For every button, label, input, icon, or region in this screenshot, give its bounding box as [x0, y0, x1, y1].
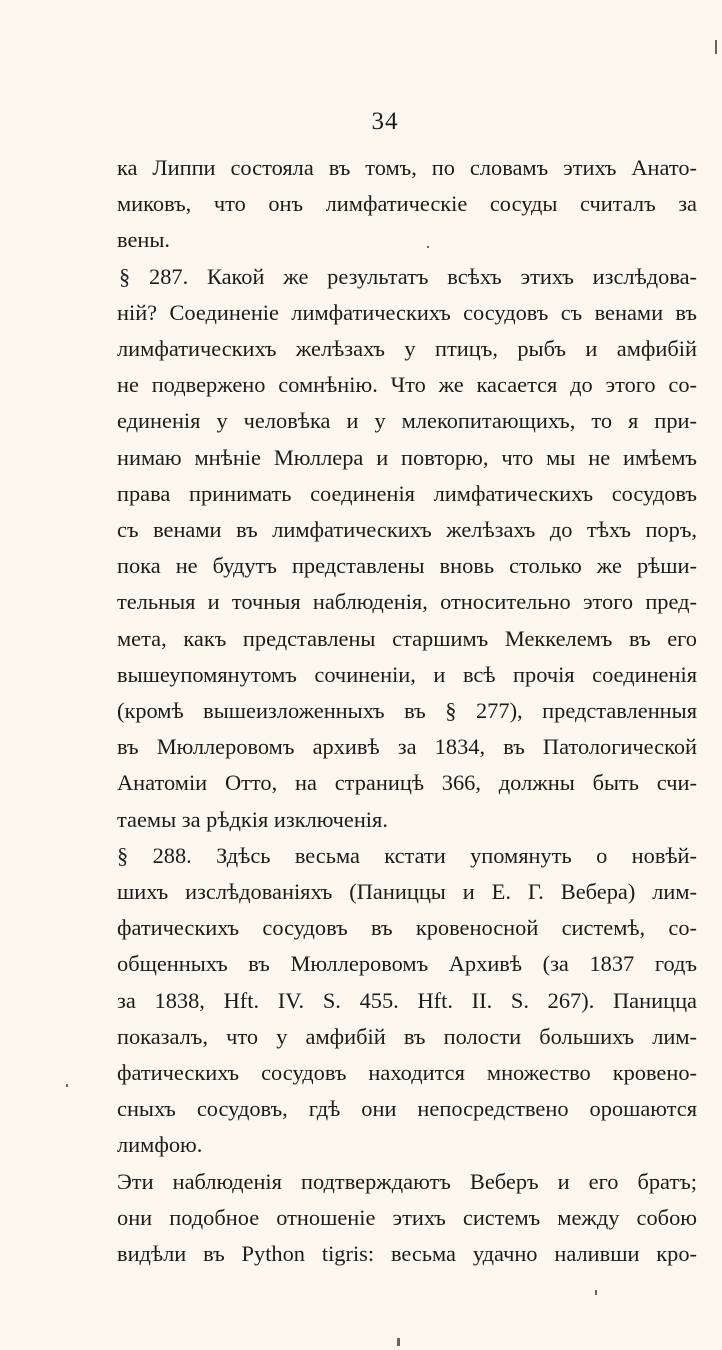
text-line: пока не будутъ представлены вновь столько же рѣши- — [117, 553, 697, 579]
text-line: видѣли въ Python tigris: весьма удачно наливши кро- — [117, 1241, 697, 1267]
paper-speck — [397, 1338, 400, 1346]
text-line: лимфатическихъ желѣзахъ у птицъ, рыбъ и амфибiй — [117, 336, 697, 362]
paper-speck — [595, 1290, 597, 1295]
text-line: единенiя у человѣка и у млекопитающихъ, то я при- — [117, 408, 697, 434]
text-line: тельныя и точныя наблюденiя, относительно этого пред- — [117, 589, 697, 615]
text-line: шихъ изслѣдованiяхъ (Паниццы и Е. Г. Вебера) лим- — [117, 879, 697, 905]
text-line: вены. — [117, 227, 171, 253]
text-line: ка Липпи состояла въ томъ, по словамъ этихъ Анато- — [117, 155, 697, 180]
text-line: сныхъ сосудовъ, гдѣ они непосредствено орошаются — [117, 1096, 697, 1122]
text-line: не подвержено сомнѣнiю. Что же касается до этого со- — [117, 372, 697, 398]
text-line: съ венами въ лимфатическихъ желѣзахъ до тѣхъ поръ, — [117, 517, 697, 543]
text-line: § 288. Здѣсь весьма кстати упомянуть о новѣй- — [117, 842, 697, 868]
paragraph-287 — [117, 259, 697, 838]
text-line: Анатомiи Отто, на страницѣ 366, должны быть счи- — [117, 770, 697, 796]
page-number: 34 — [371, 108, 399, 135]
text-line: Эти наблюденiя подтверждаютъ Веберъ и его братъ; — [117, 1168, 697, 1194]
text-line: права принимать соединенiя лимфатическихъ сосудовъ — [117, 480, 697, 506]
text-line: нимаю мнѣнiе Мюллера и повторю, что мы не имѣемъ — [117, 444, 697, 470]
body-text — [117, 150, 697, 1272]
text-line: таемы за рѣдкiя изключенiя. — [117, 806, 388, 832]
page-edge-mark — [715, 40, 717, 54]
text-line: фатическихъ сосудовъ въ кровеносной системѣ, со- — [117, 915, 697, 941]
paragraph-continuation — [117, 150, 697, 259]
text-line: фатическихъ сосудовъ находится множество кровено- — [117, 1060, 697, 1086]
text-line: миковъ, что онъ лимфатическiе сосуды считалъ за — [117, 191, 697, 217]
text-line: мета, какъ представлены старшимъ Меккелемъ въ его — [117, 625, 697, 651]
text-line: вышеупомянутомъ сочиненiи, и всѣ прочiя соединенiя — [117, 661, 697, 687]
text-line: нiй? Соединенiе лимфатическихъ сосудовъ съ венами въ — [117, 299, 697, 325]
paragraph-observations — [117, 1164, 697, 1273]
text-line: за 1838, Hft. IV. S. 455. Hft. II. S. 267). Паницца — [117, 987, 697, 1013]
paper-speck — [427, 246, 429, 248]
text-line: общенныхъ въ Мюллеровомъ Архивѣ (за 1837 годъ — [117, 951, 697, 977]
text-line: § 287. Какой же результатъ всѣхъ этихъ изслѣдова- — [119, 263, 697, 289]
text-line: въ Мюллеровомъ архивѣ за 1834, въ Патологической — [117, 734, 697, 760]
text-line: лимфою. — [117, 1132, 203, 1158]
text-line: (кромѣ вышеизложенныхъ въ § 277), представленныя — [117, 698, 697, 724]
text-line: показалъ, что у амфибiй въ полости большихъ лим- — [117, 1023, 697, 1049]
text-line: они подобное отношенiе этихъ системъ между собою — [117, 1204, 697, 1230]
paper-speck — [66, 1084, 68, 1087]
paragraph-288 — [117, 838, 697, 1164]
